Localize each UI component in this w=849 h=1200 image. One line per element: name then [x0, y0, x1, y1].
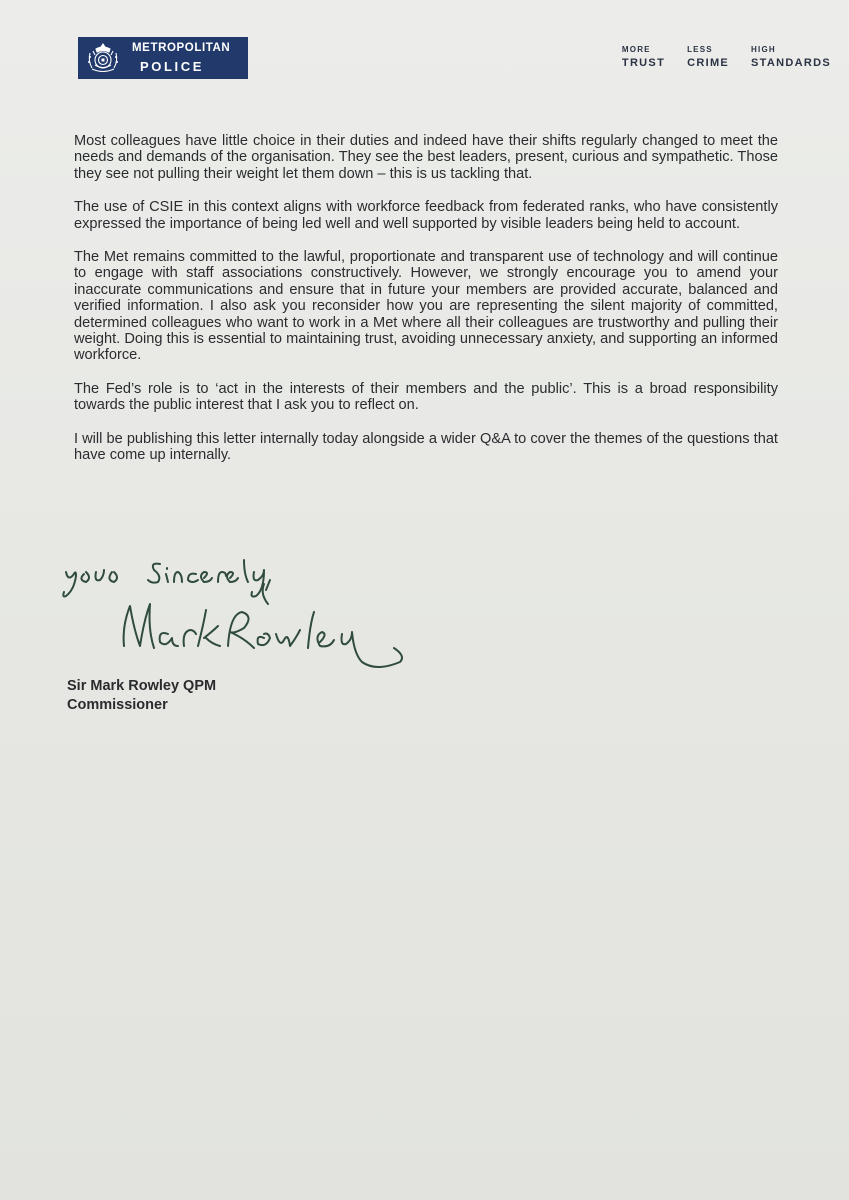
value-high-standards: HIGH STANDARDS	[751, 45, 831, 69]
handwritten-signature	[58, 550, 418, 690]
paragraph-publishing: I will be publishing this letter internally today alongside a wider Q&A to cover the themes of the questions that have come up internally.	[74, 430, 778, 464]
crest-icon	[84, 41, 122, 75]
logo-line-police: POLICE	[140, 58, 204, 74]
values-strapline	[622, 45, 831, 69]
paragraph-csie: The use of CSIE in this context aligns with workforce feedback from federated ranks, who have consistently expressed the importance of being led well and well supported by visible leaders being held to account.	[74, 199, 778, 232]
logo-line-metropolitan: METROPOLITAN	[132, 42, 231, 55]
value-more-trust: MORE TRUST	[621, 45, 666, 69]
letter-body	[74, 133, 778, 481]
paragraph-fed-role: The Fed’s role is to ‘act in the interests of their members and the public’. This is a broad responsibility towards the public interest that I ask you to reflect on.	[74, 380, 778, 414]
paragraph-commitment: The Met remains committed to the lawful, proportionate and transparent use of technology and will continue to engage with staff associations constructively. However, we strongly encourage you to amend your inaccurate communications and ensure that in future your members are provided accurate, balanced and verified information. I also ask you reconsider how you are representing the silent majority of committed, determined colleagues who want to work in a Met where all their colleagues are trustworthy and pulling their weight. Doing this is essential to maintaining trust, avoiding unnecessary anxiety, and supporting an informed workforce.	[74, 249, 778, 364]
signatory-name: Sir Mark Rowley QPM	[67, 678, 217, 694]
signatory-title: Commissioner	[67, 697, 168, 713]
met-police-logo	[78, 37, 248, 79]
signatory-block	[67, 677, 216, 715]
value-less-crime: LESS CRIME	[687, 45, 730, 69]
paragraph-shifts: Most colleagues have little choice in their duties and indeed have their shifts regularly changed to meet the needs and demands of the organisation. They see the best leaders, present, curious and sympathetic. Those they see not pulling their weight let them down – this is us tackling that.	[74, 133, 778, 182]
